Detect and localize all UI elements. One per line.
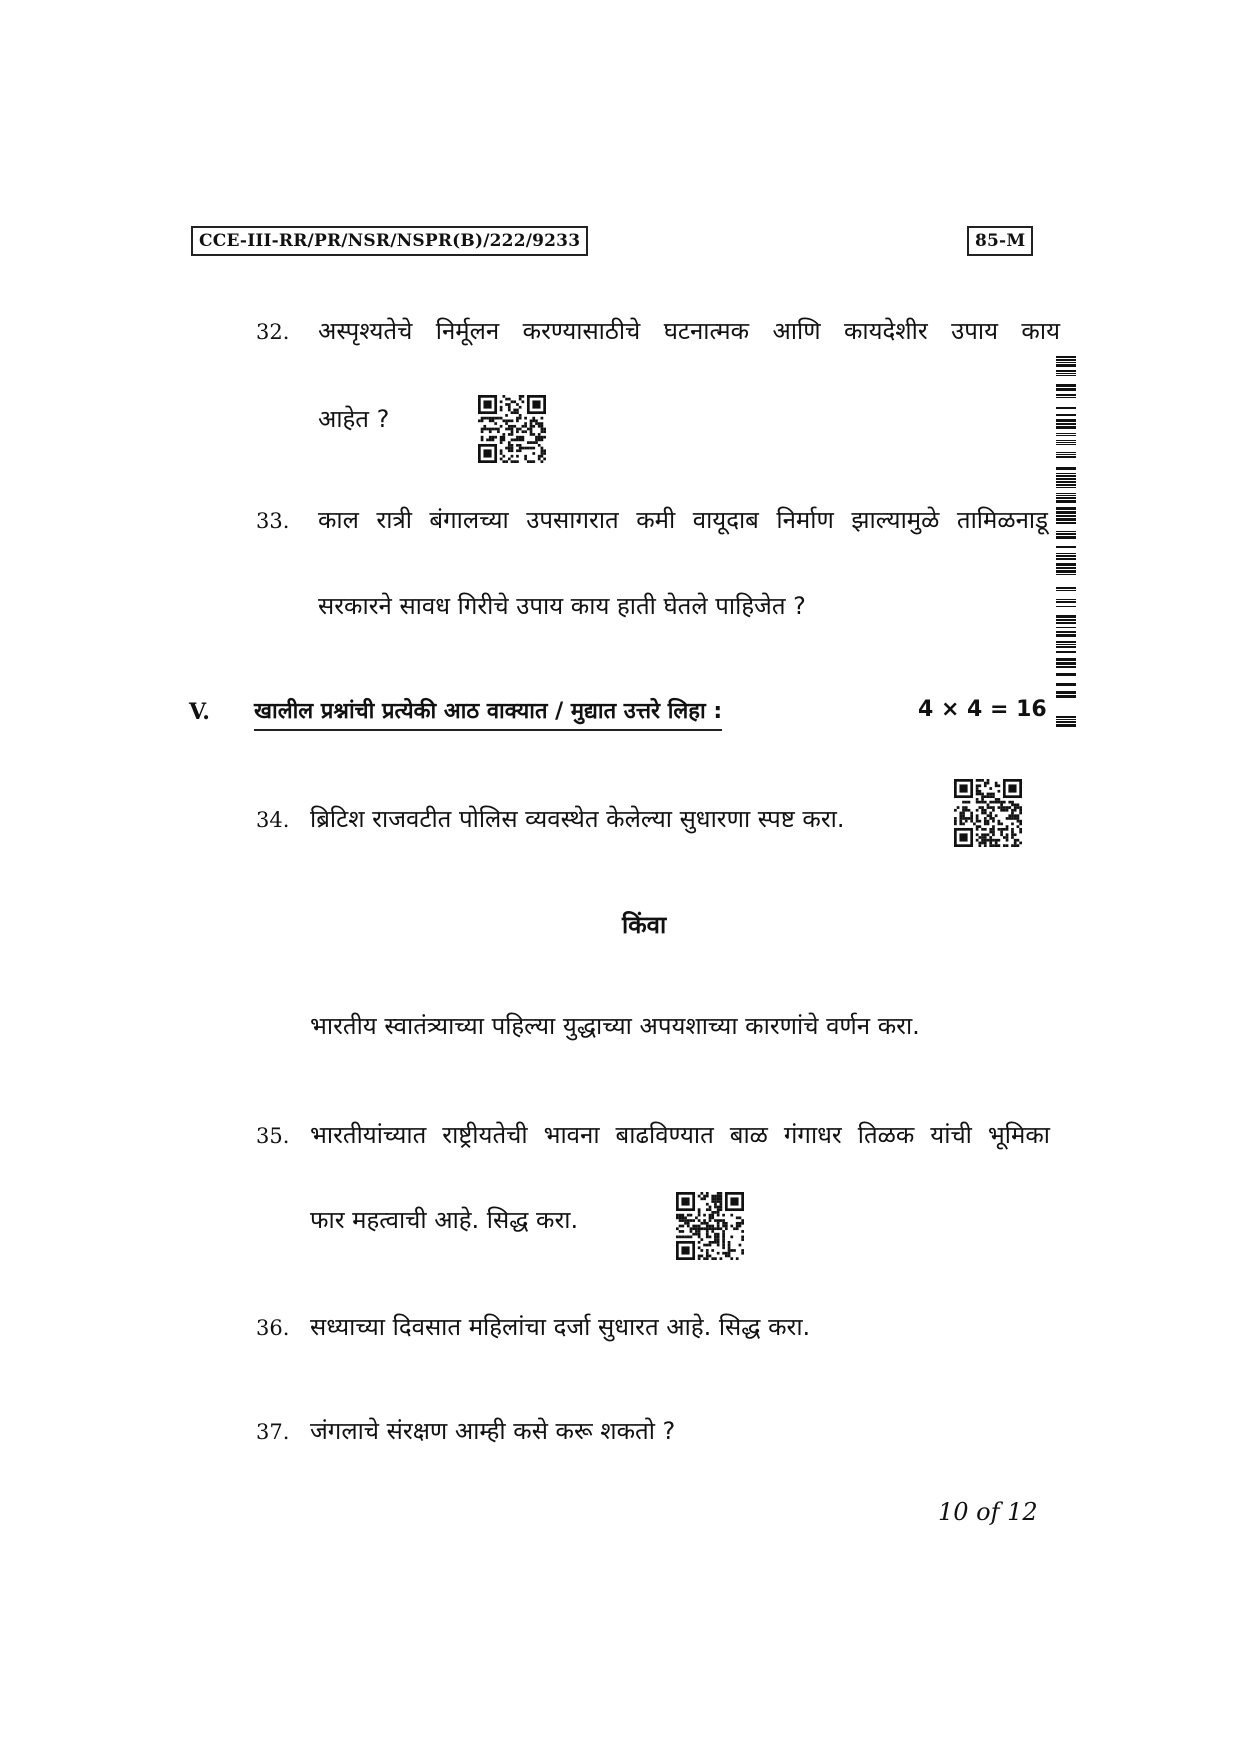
question-37-number: 37. [256,1420,290,1444]
qr-code-icon [478,395,546,463]
section-marks: 4 × 4 = 16 [918,697,1047,722]
barcode-icon [1056,350,1076,732]
subject-code: 85-M [967,226,1033,256]
question-34-text: ब्रिटिश राजवटीत पोलिस व्यवस्थेत केलेल्या सुधारणा स्पष्ट करा. [310,805,845,833]
question-33-line1: काल रात्री बंगालच्या उपसागरात कमी वायूदाब निर्माण झाल्यामुळे तामिळनाडू [318,506,1048,534]
section-title: खालील प्रश्नांची प्रत्येकी आठ वाक्यात / मुद्यात उत्तरे लिहा : [254,695,722,731]
question-32-number: 32. [256,320,290,344]
or-label: किंवा [622,911,667,939]
section-roman-numeral: V. [189,699,210,725]
question-35-number: 35. [256,1124,290,1148]
page-number: 10 of 12 [938,1498,1038,1526]
question-33-number: 33. [256,509,290,533]
qr-code-icon [954,779,1022,847]
question-33-line2: सरकारने सावध गिरीचे उपाय काय हाती घेतले पाहिजेत ? [318,592,806,620]
paper-code: CCE-III-RR/PR/NSR/NSPR(B)/222/9233 [191,226,588,256]
question-35-line2: फार महत्वाची आहे. सिद्ध करा. [310,1206,579,1234]
question-32-line2: आहेत ? [318,405,390,433]
qr-code-icon [676,1192,744,1260]
question-36-number: 36. [256,1316,290,1340]
question-36-text: सध्याच्या दिवसात महिलांचा दर्जा सुधारत आहे. सिद्ध करा. [310,1313,811,1341]
question-32-line1: अस्पृश्यतेचे निर्मूलन करण्यासाठीचे घटनात्मक आणि कायदेशीर उपाय काय [318,317,1060,345]
question-35-line1: भारतीयांच्यात राष्ट्रीयतेची भावना बाढविण्यात बाळ गंगाधर तिळक यांची भूमिका [310,1121,1050,1149]
question-37-text: जंगलाचे संरक्षण आम्ही कसे करू शकतो ? [310,1417,676,1445]
question-34-alternative: भारतीय स्वातंत्र्याच्या पहिल्या युद्धाच्या अपयशाच्या कारणांचे वर्णन करा. [310,1012,920,1040]
question-34-number: 34. [256,808,290,832]
